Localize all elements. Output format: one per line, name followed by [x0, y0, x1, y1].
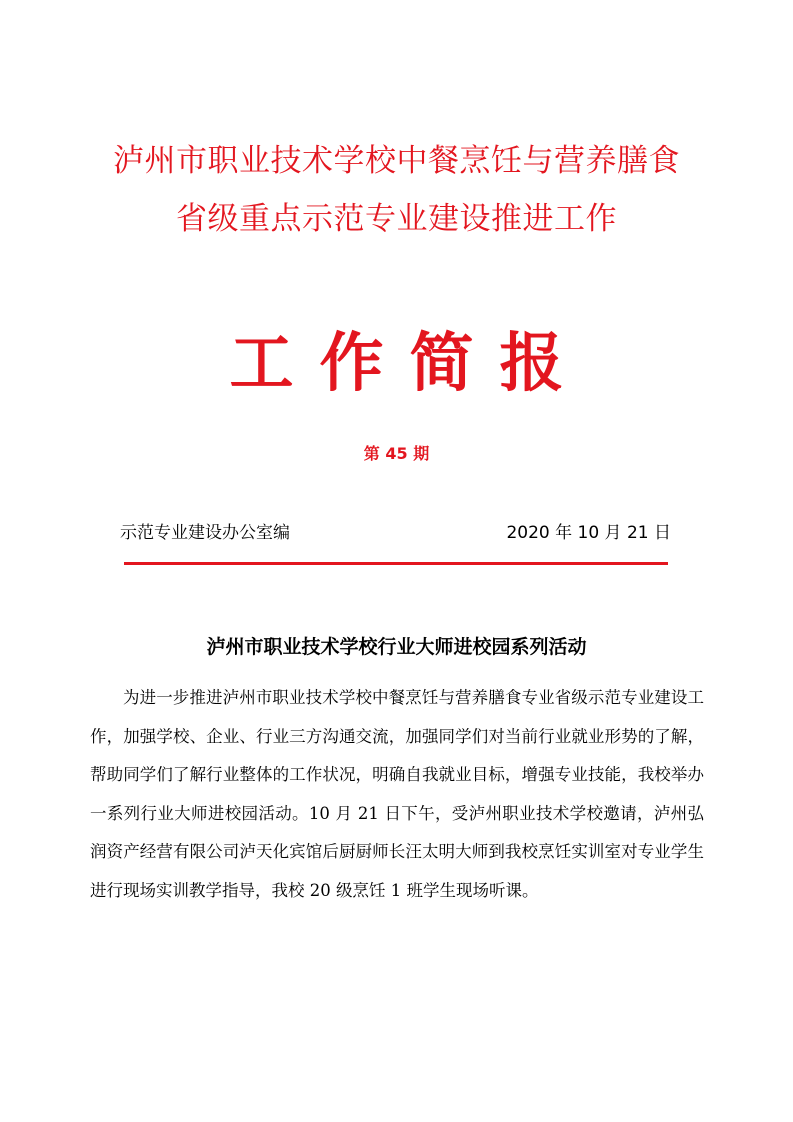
article-body: 为进一步推进泸州市职业技术学校中餐烹饪与营养膳食专业省级示范专业建设工作，加强学校、企业、行业三方沟通交流，加强同学们对当前行业就业形势的了解，帮助同学们了解行业整体的工作状况，明确自我就业目标，增强专业技能，我校举办一系列行业大师进校园活动。10 月 21 日下午，受泸州职业技术学校邀请，泸州弘润资产经营有限公司泸天化宾馆后厨厨师长汪太明大师到我校烹饪实训室对专业学生进行现场实训教学指导，我校 20 级烹饪 1 班学生现场听课。	[90, 688, 704, 900]
red-divider	[124, 562, 668, 565]
issue-date: 2020 年 10 月 21 日	[506, 523, 671, 543]
editor-office: 示范专业建设办公室编	[120, 523, 290, 543]
masthead-title: 工作简报	[229, 327, 590, 401]
org-title-line2: 省级重点示范专业建设推进工作	[176, 201, 617, 237]
article-title: 泸州市职业技术学校行业大师进校园系列活动	[206, 636, 587, 658]
org-title-line1: 泸州市职业技术学校中餐烹饪与营养膳食	[113, 143, 680, 179]
issue-number: 第 45 期	[363, 444, 430, 463]
